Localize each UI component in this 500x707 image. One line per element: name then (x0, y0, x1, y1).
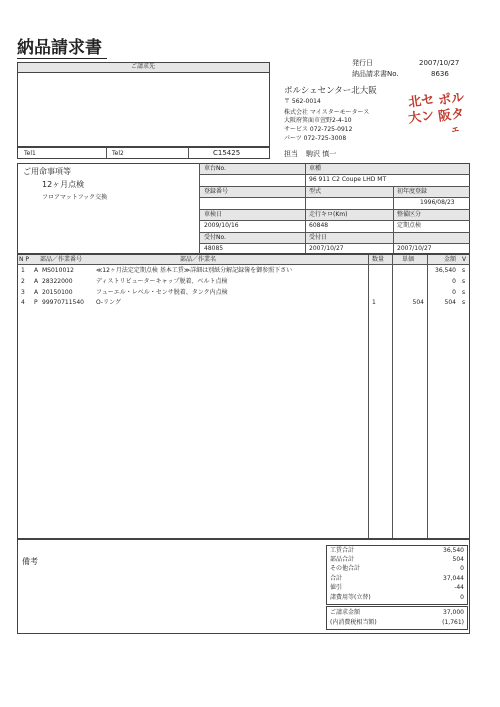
total-value: -44 (454, 584, 464, 591)
invoice-no-label: 納品請求書No. (352, 70, 399, 78)
mileage-label: 走行キロ(Km) (309, 211, 348, 218)
total-label: 合計 (330, 575, 343, 582)
row-qty: 1 (372, 299, 376, 306)
row-code: 99970711540 (42, 299, 84, 306)
row-code: 20150100 (42, 289, 73, 296)
col-name: 部品／作業名 (180, 256, 217, 263)
tel1-label: Tel1 (24, 150, 36, 157)
row-p: P (34, 299, 38, 306)
row-p: A (34, 267, 39, 274)
tax-label: (内消費税相当額) (330, 619, 377, 626)
row-n: 2 (21, 278, 25, 285)
company-corp: 株式会社 マイスターモータース (284, 109, 370, 116)
receipt-date-label: 受付日 (309, 234, 328, 241)
total-value: 504 (452, 556, 464, 563)
first-reg-value: 1996/08/23 (420, 199, 455, 206)
row-name: ディストリビューターキャップ脱着、ベルト点検 (96, 278, 228, 285)
company-seal (408, 90, 466, 134)
issue-date-label: 発行日 (352, 59, 373, 67)
row-name: O-リング (96, 299, 121, 306)
model-label: 車種 (309, 165, 322, 172)
seal-text-1: 北セ (407, 92, 436, 111)
row-amount: 0 (452, 289, 456, 296)
company-service-tel: サービス 072-725-0912 (284, 126, 353, 133)
row-n: 4 (21, 299, 25, 306)
receipt-no-value: 48085 (204, 245, 224, 252)
company-address: 大阪府箕面市萱野2-4-10 (284, 117, 352, 124)
tel2-label: Tel2 (112, 150, 124, 157)
row-p: A (34, 289, 39, 296)
remarks-label: 備考 (22, 557, 38, 566)
bill-to-box (17, 62, 270, 147)
row-v: s (462, 278, 466, 285)
row-name: フューエル・レベル・センサ脱着、タンク内点検 (96, 289, 228, 296)
seal-text-3: 大ン (407, 108, 436, 127)
row-name: ≪12ヶ月法定定期点検 基本工賃≫詳細は別紙分解記録簿を御参照下さい (96, 267, 293, 274)
row-p: A (34, 278, 39, 285)
row-amount: 0 (452, 278, 456, 285)
seal-text-2: ポル (437, 90, 466, 109)
grand-total-label: ご請求金額 (330, 609, 361, 616)
total-value: 0 (460, 594, 464, 601)
row-v: s (462, 267, 466, 274)
grand-total-value: 37,000 (443, 609, 464, 616)
total-value: 0 (460, 565, 464, 572)
row-unit: 504 (412, 299, 424, 306)
service-type-label: 整備区分 (397, 211, 422, 218)
tax-value: (1,761) (442, 619, 464, 626)
company-postal: 〒 562-0014 (284, 98, 321, 105)
total-value: 37,044 (443, 575, 464, 582)
row-n: 3 (21, 289, 25, 296)
items-table (17, 254, 470, 539)
first-reg-label: 初年度登録 (397, 188, 428, 195)
col-v: V (462, 256, 467, 263)
car-no-label: 車台No. (204, 165, 226, 172)
col-unit: 単価 (402, 256, 415, 263)
total-label: その他合計 (330, 565, 361, 572)
order-label: ご用命事項等 (23, 167, 71, 176)
order-line-1: 12ヶ月点検 (42, 180, 85, 189)
col-np: N P (19, 256, 30, 263)
seal-text-5: ェ (449, 123, 461, 136)
mileage-value: 60848 (309, 222, 329, 229)
service-type-value: 定期点検 (397, 222, 422, 229)
company-parts-tel: パーツ 072-725-3008 (284, 135, 347, 142)
order-line-2: フロアマットフック交換 (42, 194, 108, 201)
total-label: 値引 (330, 584, 343, 591)
delivery-date-value: 2007/10/27 (397, 245, 432, 252)
total-label: 工賃合計 (330, 547, 355, 554)
bill-to-label: ご請求先 (131, 63, 156, 70)
staff-name: 駒沢 慎一 (306, 150, 337, 158)
page-title: 納品請求書 (17, 38, 102, 58)
reg-no-label: 登録番号 (204, 188, 229, 195)
row-v: s (462, 299, 466, 306)
row-v: s (462, 289, 466, 296)
row-code: 28322000 (42, 278, 73, 285)
customer-code: C15425 (213, 149, 241, 157)
col-part-no: 部品／作業番号 (40, 256, 83, 263)
invoice-no: 8636 (431, 70, 449, 78)
receipt-date-value: 2007/10/27 (309, 245, 344, 252)
total-label: 部品合計 (330, 556, 355, 563)
receipt-no-label: 受付No. (204, 234, 226, 241)
model-value: 96 911 C2 Coupe LHD MT (309, 176, 387, 183)
title-underline (17, 58, 107, 59)
issue-date: 2007/10/27 (419, 59, 460, 67)
type-label: 型式 (309, 188, 322, 195)
total-value: 36,540 (443, 547, 464, 554)
inspection-value: 2009/10/16 (204, 222, 239, 229)
seal-text-4: 阪タ (437, 106, 466, 125)
row-amount: 36,540 (435, 267, 456, 274)
col-amount: 金額 (444, 256, 457, 263)
row-code: MS010012 (42, 267, 74, 274)
col-qty: 数量 (372, 256, 385, 263)
staff-label: 担当 (284, 150, 298, 158)
row-amount: 504 (444, 299, 456, 306)
company-name: ポルシェセンター北大阪 (284, 86, 377, 96)
total-label: 諸費用等(立替) (330, 594, 371, 601)
inspection-label: 車検日 (204, 211, 223, 218)
row-n: 1 (21, 267, 25, 274)
